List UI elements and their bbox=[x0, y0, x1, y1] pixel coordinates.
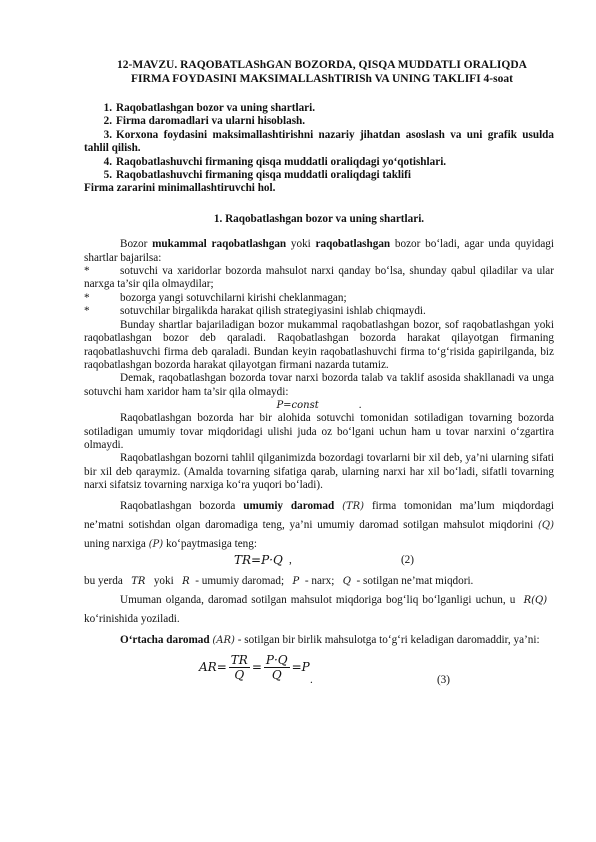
equation-number: (3) bbox=[436, 673, 450, 686]
document-page bbox=[84, 58, 554, 692]
paragraph: O‘rtacha daromad (AR) - sotilgan bir birlik mahsulotga to‘g‘ri keladigan daromaddir, ya’ni: bbox=[120, 633, 540, 646]
paragraph: Demak, raqobatlashgan bozorda tovar narxi bozorda talab va taklif asosida shakllanadi va unga sotuvchi ham xaridor ham ta’sir qila olmaydi: bbox=[84, 372, 554, 398]
paragraph: Umuman olganda, daromad sotilgan mahsulot miqdoriga bog‘liq bo‘lganligi uchun, u R(Q) ko‘rinishida yoziladi. bbox=[84, 593, 548, 625]
paragraph: Bunday shartlar bajariladigan bozor mukammal raqobatlashgan bozor, sof raqobatlashgan yoki raqobatlashgan bozor deb qaraladi. Raqobatlashgan bozorda harakat qilayotgan firmaning raqobatlashuvchi firma deb qaraladi. Bundan keyin raqobatlashuvchi firma to‘g‘risida gapirilganda, biz raqobatlashgan bozorda harakat qilayotgan firmani nazarda tutamiz. bbox=[84, 318, 554, 371]
page-title: 12-MAVZU. RAQOBATLAShGAN BOZORDA, QISQA MUDDATLI ORALIQDA FIRMA FOYDASINI MAKSIMALLAShTIRISh VA UNING TAKLIFI 4-soat bbox=[117, 59, 527, 85]
equation-number: (2) bbox=[400, 553, 414, 566]
section-heading: 1. Raqobatlashgan bozor va uning shartlari. bbox=[213, 212, 425, 225]
outline-item: 3. Korxona foydasini maksimallashtirishni nazariy jihatdan asoslash va uni grafik usulda tahlil qilish. bbox=[84, 128, 554, 155]
paragraph: Raqobatlashgan bozorni tahlil qilganimizda bozordagi tovarlarni bir xil deb, ya’ni ularning sifati bir xil deb qaraymiz. (Amalda tovarning sifatiga qarab, ularning narxi har xil bo‘ladi, sifatli tovarning narxi sifatsiz tovarning narxiga ko‘ra yuqori bo‘ladi). bbox=[84, 452, 554, 492]
outline-tail: Firma zararini minimallashtiruvchi hol. bbox=[84, 182, 276, 195]
paragraph: Raqobatlashgan bozorda har bir alohida sotuvchi tomonidan sotiladigan tovarning bozorda sotiladigan umumiy tovar miqdoridagi ulishi juda oz bo‘lgani uchun ham u tovar narxini o‘zgartira olmaydi. bbox=[84, 412, 554, 451]
bullet-item: * sotuvchilar birgalikda harakat qilish strategiyasini ishlab chiqmaydi. bbox=[84, 305, 426, 318]
outline-item: 1. Raqobatlashgan bozor va uning shartlari. bbox=[103, 102, 316, 114]
topic-outline bbox=[84, 102, 554, 196]
outline-item: 2. Firma daromadlari va ularni hisoblash. bbox=[103, 115, 306, 128]
bullet-item: * bozorga yangi sotuvchilarni kirishi cheklanmagan; bbox=[84, 291, 347, 304]
outline-item: 5. Raqobatlashuvchi firmaning qisqa muddatli oraliqdagi taklifi bbox=[103, 169, 411, 182]
paragraph: bu yerda TR yoki R - umumiy daromad; P - narx; Q - sotilgan ne’mat miqdori. bbox=[84, 574, 474, 587]
equation-1: P=const . bbox=[276, 399, 362, 412]
paragraph: Raqobatlashgan bozorda umumiy daromad (TR) firma tomonidan ma’lum miqdordagi ne’matni sotishdan olgan daromadiga teng, ya’ni umumiy daromad sotilgan mahsulot miqdorini (Q) uning narxiga (P) ko‘paytmasiga teng: bbox=[84, 499, 555, 550]
paragraph: Bozor mukammal raqobatlashgan yoki raqobatlashgan bozor bo‘ladi, agar unda quyidagi shartlar bajarilsa: bbox=[84, 238, 555, 264]
bullet-item: * sotuvchi va xaridorlar bozorda mahsulot narxi qanday bo‘lsa, shunday qabul qiladilar va ular narxga ta’sir qila olmaydilar; bbox=[84, 265, 554, 291]
outline-item: 4. Raqobatlashuvchi firmaning qisqa muddatli oraliqdagi yo‘qotishlari. bbox=[103, 155, 447, 168]
equation-3: AR= $\frac{TR}{Q}$ = $\frac{P\cdot Q}{Q}$ =P . (3) bbox=[199, 652, 450, 686]
equation-2: TR=P·Q , (2) bbox=[234, 552, 414, 567]
